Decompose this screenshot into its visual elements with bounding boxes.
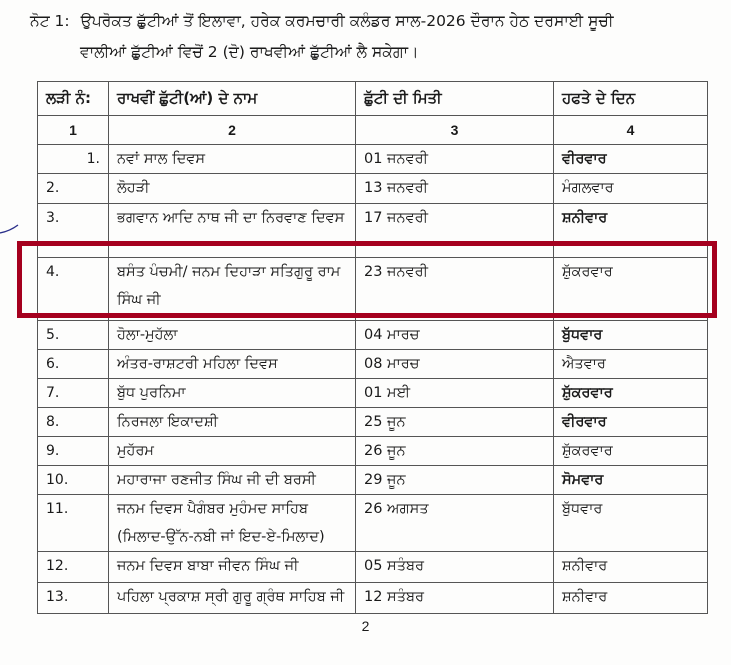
table-row <box>38 466 708 495</box>
weekday: ਬੁੱਧਵਾਰ <box>554 495 708 552</box>
page-number: 2 <box>361 618 370 634</box>
table-row <box>38 583 708 614</box>
holiday-name: ਪਹਿਲਾ ਪ੍ਰਕਾਸ਼ ਸ੍ਰੀ ਗੁਰੂ ਗ੍ਰੰਥ ਸਾਹਿਬ ਜੀ <box>109 583 356 614</box>
column-number: 3 <box>356 116 554 145</box>
weekday: ਐਤਵਾਰ <box>554 350 708 379</box>
holiday-date: 17 ਜਨਵਰੀ <box>356 204 554 258</box>
holiday-name: ਬਸੰਤ ਪੰਚਮੀ/ ਜਨਮ ਦਿਹਾੜਾ ਸਤਿਗੁਰੂ ਰਾਮ ਸਿੰਘ ਜੀ <box>109 258 356 321</box>
holiday-name: ਮਹਾਰਾਜਾ ਰਣਜੀਤ ਸਿੰਘ ਜੀ ਦੀ ਬਰਸੀ <box>109 466 356 495</box>
holiday-date: 23 ਜਨਵਰੀ <box>356 258 554 321</box>
holiday-name: ਜਨਮ ਦਿਵਸ ਪੈਗੰਬਰ ਮੁਹੰਮਦ ਸਾਹਿਬ (ਮਿਲਾਦ-ਉੱਨ-ਨਬੀ ਜਾਂ ਇਦ-ਏ-ਮਿਲਾਦ) <box>109 495 356 552</box>
table-row <box>38 408 708 437</box>
holiday-name: ਲੋਹੜੀ <box>109 174 356 204</box>
holiday-name: ਮੁਹੱਰਮ <box>109 437 356 466</box>
note-line-2: ਵਾਲੀਆਂ ਛੁੱਟੀਆਂ ਵਿਚੋਂ 2 (ਦੋ) ਰਾਖਵੀਆਂ ਛੁੱਟੀਆਂ ਲੈ ਸਕੇਗਾ। <box>80 43 419 61</box>
holiday-date: 13 ਜਨਵਰੀ <box>356 174 554 204</box>
serial-no: 10. <box>38 466 109 495</box>
table-header-row <box>38 82 708 116</box>
weekday: ਸ਼ਨੀਵਾਰ <box>554 552 708 583</box>
holiday-name: ਅੰਤਰ-ਰਾਸ਼ਟਰੀ ਮਹਿਲਾ ਦਿਵਸ <box>109 350 356 379</box>
weekday: ਸੋਮਵਾਰ <box>554 466 708 495</box>
pen-mark-icon <box>0 205 30 235</box>
holiday-name: ਨਵਾਂ ਸਾਲ ਦਿਵਸ <box>109 145 356 174</box>
serial-no: 1. <box>38 145 109 174</box>
table-row <box>38 204 708 258</box>
holiday-date: 12 ਸਤੰਬਰ <box>356 583 554 614</box>
holiday-name: ਹੋਲਾ-ਮੁਹੱਲਾ <box>109 321 356 350</box>
table-row <box>38 495 708 552</box>
holiday-name: ਜਨਮ ਦਿਵਸ ਬਾਬਾ ਜੀਵਨ ਸਿੰਘ ਜੀ <box>109 552 356 583</box>
holiday-date: 26 ਜੂਨ <box>356 437 554 466</box>
serial-no: 5. <box>38 321 109 350</box>
weekday: ਵੀਰਵਾਰ <box>554 408 708 437</box>
serial-no: 3. <box>38 204 109 258</box>
weekday: ਵੀਰਵਾਰ <box>554 145 708 174</box>
weekday: ਸ਼ੁੱਕਰਵਾਰ <box>554 437 708 466</box>
table-row <box>38 145 708 174</box>
header-holiday-date: ਛੁੱਟੀ ਦੀ ਮਿਤੀ <box>356 82 554 116</box>
serial-no: 8. <box>38 408 109 437</box>
header-serial-no: ਲੜੀ ਨੰ: <box>38 82 109 116</box>
weekday: ਬੁੱਧਵਾਰ <box>554 321 708 350</box>
note-paragraph <box>30 6 720 68</box>
column-number-row <box>38 116 708 145</box>
weekday: ਸ਼ਨੀਵਾਰ <box>554 583 708 614</box>
holiday-date: 01 ਜਨਵਰੀ <box>356 145 554 174</box>
holiday-date: 26 ਅਗਸਤ <box>356 495 554 552</box>
note-text-1: ਉਪਰੋਕਤ ਛੁੱਟੀਆਂ ਤੋਂ ਇਲਾਵਾ, ਹਰੇਕ ਕਰਮਚਾਰੀ ਕਲੰਡਰ ਸਾਲ-2026 ਦੌਰਾਨ ਹੇਠ ਦਰਸਾਈ ਸੂਚੀ <box>80 12 614 30</box>
weekday: ਸ਼ੁੱਕਰਵਾਰ <box>554 379 708 408</box>
holiday-date: 29 ਜੂਨ <box>356 466 554 495</box>
column-number: 1 <box>38 116 109 145</box>
holiday-date: 01 ਮਈ <box>356 379 554 408</box>
table-row <box>38 437 708 466</box>
weekday: ਸ਼ੁੱਕਰਵਾਰ <box>554 258 708 321</box>
serial-no: 4. <box>38 258 109 321</box>
column-number: 2 <box>109 116 356 145</box>
holiday-name: ਬੁੱਧ ਪੁਰਨਿਮਾ <box>109 379 356 408</box>
serial-no: 2. <box>38 174 109 204</box>
serial-no: 9. <box>38 437 109 466</box>
table-row-highlighted <box>38 258 708 321</box>
table-row <box>38 379 708 408</box>
serial-no: 11. <box>38 495 109 552</box>
table-row <box>38 321 708 350</box>
header-holiday-name: ਰਾਖਵੀਂ ਛੁੱਟੀ(ਆਂ) ਦੇ ਨਾਮ <box>109 82 356 116</box>
serial-no: 12. <box>38 552 109 583</box>
weekday: ਮੰਗਲਵਾਰ <box>554 174 708 204</box>
holiday-date: 05 ਸਤੰਬਰ <box>356 552 554 583</box>
note-label: ਨੋਟ 1: <box>30 12 70 30</box>
holiday-name: ਭਗਵਾਨ ਆਦਿ ਨਾਥ ਜੀ ਦਾ ਨਿਰਵਾਣ ਦਿਵਸ <box>109 204 356 258</box>
weekday: ਸ਼ਨੀਵਾਰ <box>554 204 708 258</box>
table-row <box>38 174 708 204</box>
serial-no: 7. <box>38 379 109 408</box>
note-line-1 <box>30 6 720 37</box>
serial-no: 13. <box>38 583 109 614</box>
holiday-date: 08 ਮਾਰਚ <box>356 350 554 379</box>
reserved-holidays-table <box>37 81 708 614</box>
holiday-name: ਨਿਰਜਲਾ ਇਕਾਦਸ਼ੀ <box>109 408 356 437</box>
holiday-date: 25 ਜੂਨ <box>356 408 554 437</box>
table-row <box>38 350 708 379</box>
column-number: 4 <box>554 116 708 145</box>
header-weekday: ਹਫਤੇ ਦੇ ਦਿਨ <box>554 82 708 116</box>
holiday-date: 04 ਮਾਰਚ <box>356 321 554 350</box>
table-row <box>38 552 708 583</box>
serial-no: 6. <box>38 350 109 379</box>
